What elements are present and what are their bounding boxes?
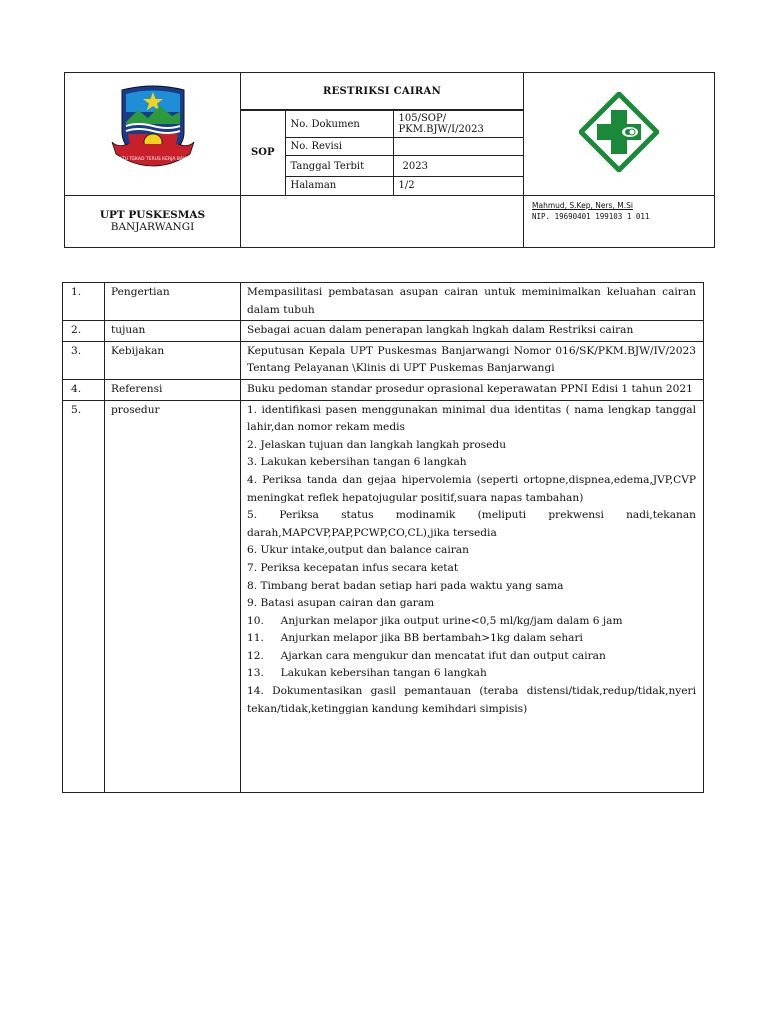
- procedure-step: 1. identifikasi pasen menggunakan minimal dua identitas ( nama lengkap tanggal lahir,dan nomor rekam medis: [247, 403, 696, 434]
- field-label: Tanggal Terbit: [285, 156, 393, 177]
- row-label: Referensi: [105, 379, 241, 400]
- sop-label: SOP: [241, 111, 285, 195]
- row-text: Keputusan Kepala UPT Puskesmas Banjarwangi Nomor 016/SK/PKM.BJW/IV/2023 Tentang Pelayanan \Klinis di UPT Puskemas Banjarwangi: [241, 341, 704, 379]
- procedure-step: 5. Periksa status modinamik (meliputi prekwensi nadi,tekanan darah,MAPCVP,PAP,PCWP,CO,CL),jika tersedia: [247, 509, 696, 539]
- procedure-step: 9. Batasi asupan cairan dan garam: [247, 597, 435, 610]
- table-row: [63, 341, 704, 379]
- document-number: 105/SOP/ PKM.BJW/I/2023: [393, 111, 523, 138]
- puskesmas-logo-cell: [524, 73, 715, 196]
- title-block: [241, 73, 524, 196]
- procedure-step: 10. Anjurkan melapor jika output urine<0,5 ml/kg/jam dalam 6 jam: [247, 614, 623, 627]
- puskesmas-logo-icon: [579, 92, 659, 172]
- row-text: Sebagai acuan dalam penerapan langkah lngkah dalam Restriksi cairan: [241, 321, 704, 342]
- procedure-step: 3. Lakukan kebersihan tangan 6 langkah: [247, 456, 467, 469]
- procedure-step: 2. Jelaskan tujuan dan langkah langkah prosedu: [247, 438, 507, 451]
- row-label: prosedur: [105, 400, 241, 792]
- document-header: [64, 72, 715, 248]
- organization-name: [65, 195, 241, 247]
- field-label: No. Dokumen: [285, 111, 393, 138]
- signer-nip: NIP. 19690401 199103 1 011: [532, 212, 650, 222]
- field-label: No. Revisi: [285, 138, 393, 156]
- procedure-step: 13. Lakukan kebersihan tangan 6 langkah: [247, 667, 487, 680]
- row-label: Kebijakan: [105, 341, 241, 379]
- row-number: 1.: [63, 283, 105, 321]
- row-text: Buku pedoman standar prosedur oprasional keperawatan PPNI Edisi 1 tahun 2021: [241, 379, 704, 400]
- sop-content-table: [62, 282, 704, 793]
- procedure-steps: [241, 400, 704, 792]
- regency-emblem-icon: [98, 82, 208, 182]
- row-number: 4.: [63, 379, 105, 400]
- table-row: [63, 379, 704, 400]
- procedure-step: 4. Periksa tanda dan gejaa hipervolemia (seperti ortopne,dispnea,edema,JVP,CVP meningkat reflek hepatojugular positif,suara napas tambahan): [247, 473, 696, 504]
- table-row: [63, 321, 704, 342]
- signature-block: [524, 195, 715, 247]
- regency-logo-cell: [65, 73, 241, 196]
- page-number: 1/2: [393, 177, 523, 195]
- signer-name: Mahmud, S.Kep, Ners, M.Si: [532, 200, 633, 210]
- emblem-motto: SATU TEKAD TERUS KERJA BAKTI: [115, 156, 190, 162]
- empty-cell: [241, 195, 524, 247]
- row-label: Pengertian: [105, 283, 241, 321]
- table-row: [63, 283, 704, 321]
- procedure-step: 11. Anjurkan melapor jika BB bertambah>1kg dalam sehari: [247, 632, 583, 645]
- procedure-step: 8. Timbang berat badan setiap hari pada waktu yang sama: [247, 579, 564, 592]
- doc-info-table: [241, 110, 523, 195]
- issue-date: 2023: [393, 156, 523, 177]
- field-label: Halaman: [285, 177, 393, 195]
- table-row: [63, 400, 704, 792]
- document-title: RESTRIKSI CAIRAN: [322, 85, 442, 97]
- org-line-2: BANJARWANGI: [110, 221, 195, 233]
- procedure-step: 6. Ukur intake,output dan balance cairan: [247, 544, 469, 557]
- row-number: 5.: [63, 400, 105, 792]
- row-number: 3.: [63, 341, 105, 379]
- row-label: tujuan: [105, 321, 241, 342]
- revision-number: [393, 138, 523, 156]
- row-number: 2.: [63, 321, 105, 342]
- procedure-step: 7. Periksa kecepatan infus secara ketat: [247, 561, 459, 574]
- row-text: Mempasilitasi pembatasan asupan cairan untuk meminimalkan keluahan cairan dalam tubuh: [241, 283, 704, 321]
- org-line-1: UPT PUSKESMAS: [99, 209, 206, 221]
- procedure-step: 12. Ajarkan cara mengukur dan mencatat ifut dan output cairan: [247, 649, 606, 662]
- procedure-step: 14. Dokumentasikan gasil pemantauan (teraba distensi/tidak,redup/tidak,nyeri tekan/tidak,ketinggian kandung kemihdari simpisis): [247, 685, 696, 715]
